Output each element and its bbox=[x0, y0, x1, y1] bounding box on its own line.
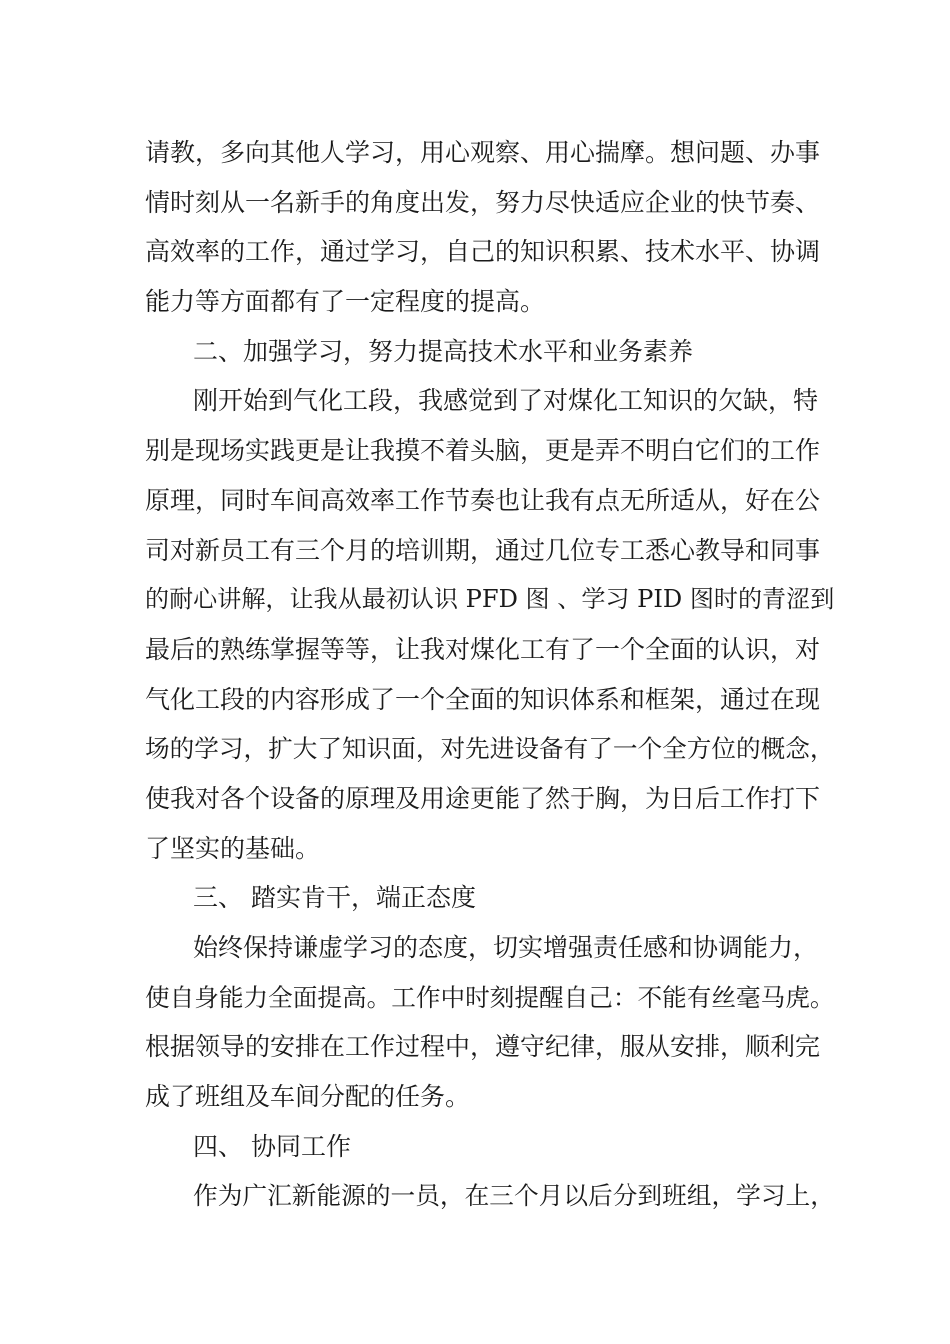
text-line: 始终保持谦虚学习的态度，切实增强责任感和协调能力， bbox=[193, 933, 819, 962]
text-line: 刚开始到气化工段，我感觉到了对煤化工知识的欠缺，特 bbox=[193, 386, 819, 416]
text-line: 了坚实的基础。 bbox=[145, 833, 321, 863]
text-line: 四、 协同工作 bbox=[193, 1131, 351, 1161]
text-line: 三、 踏实肯干，端正态度 bbox=[193, 883, 476, 913]
text-line: 气化工段的内容形成了一个全面的知识体系和框架，通过在现 bbox=[145, 684, 821, 714]
text-line: 作为广汇新能源的一员，在三个月以后分到班组，学习上， bbox=[193, 1181, 835, 1211]
text-line: 使自身能力全面提高。工作中时刻提醒自己：不能有丝毫马虎。 bbox=[145, 982, 835, 1012]
text-line: 使我对各个设备的原理及用途更能了然于胸，为日后工作打下 bbox=[145, 783, 821, 813]
text-line: 场的学习，扩大了知识面，对先进设备有了一个全方位的概念， bbox=[145, 734, 835, 764]
body-text bbox=[145, 128, 835, 1221]
text-line: 根据领导的安排在工作过程中，遵守纪律，服从安排，顺利完 bbox=[145, 1032, 821, 1062]
text-line: 情时刻从一名新手的角度出发，努力尽快适应企业的快节奏、 bbox=[145, 187, 821, 217]
text-line: 请教，多向其他人学习，用心观察、用心揣摩。想问题、办事 bbox=[145, 138, 821, 167]
text-line: 成了班组及车间分配的任务。 bbox=[145, 1082, 471, 1112]
text-line: 二、加强学习，努力提高技术水平和业务素养 bbox=[193, 336, 694, 366]
text-line: 别是现场实践更是让我摸不着头脑，更是弄不明白它们的工作 bbox=[145, 436, 821, 466]
text-line: 高效率的工作，通过学习，自己的知识积累、技术水平、协调 bbox=[145, 237, 821, 267]
text-line: 司对新员工有三个月的培训期，通过几位专工悉心教导和同事 bbox=[145, 535, 821, 565]
text-line: 的耐心讲解，让我从最初认识 PFD 图 、学习 PID 图时的青涩到 bbox=[145, 585, 835, 614]
text-line: 原理，同时车间高效率工作节奏也让我有点无所适从，好在公 bbox=[145, 485, 821, 515]
text-line: 能力等方面都有了一定程度的提高。 bbox=[145, 287, 546, 317]
text-line: 最后的熟练掌握等等，让我对煤化工有了一个全面的认识，对 bbox=[145, 634, 821, 664]
